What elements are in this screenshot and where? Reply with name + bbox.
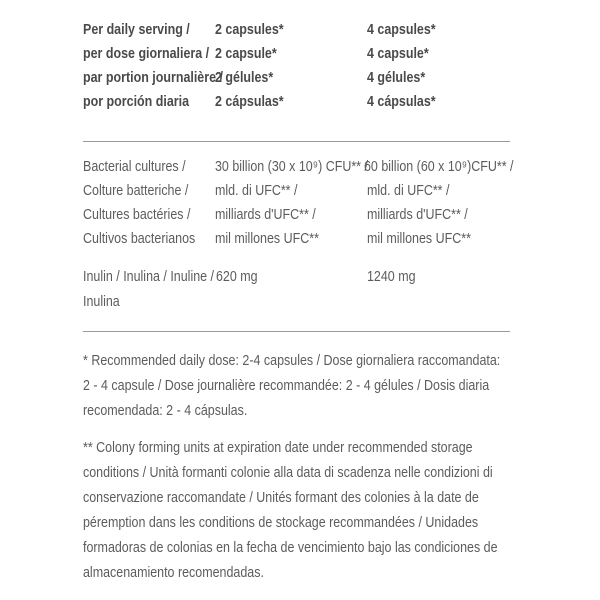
footnote-line: conditions / Unità formanti colonie alla data di scadenza nelle condizioni di (83, 465, 493, 481)
footnote-line: 2 - 4 capsule / Dose journalière recommandée: 2 - 4 gélules / Dosis diaria (83, 378, 490, 394)
serving-dose-4: 4 cápsulas* (367, 94, 436, 110)
serving-dose-2: 2 cápsulas* (215, 94, 284, 110)
inulin-value-620: 620 mg (216, 269, 258, 285)
divider (83, 331, 510, 332)
serving-dose-2: 2 capsules* (215, 22, 284, 38)
footnote-line: péremption dans les conditions de stockage recommandées / Unidades (83, 515, 479, 531)
cultures-label-2: Cultures bactéries / (83, 207, 191, 223)
cultures-value-60: mil millones UFC** (367, 231, 471, 247)
cultures-value-30: mld. di UFC** / (215, 183, 298, 199)
serving-label-2: par portion journalière / (83, 70, 223, 86)
cultures-value-30: mil millones UFC** (215, 231, 319, 247)
footnote-line: recomendada: 2 - 4 cápsulas. (83, 403, 248, 419)
serving-dose-4: 4 capsules* (367, 22, 436, 38)
cultures-label-0: Bacterial cultures / (83, 159, 186, 175)
footnote-line: * Recommended daily dose: 2-4 capsules / Dose giornaliera raccomandata: (83, 353, 501, 369)
serving-dose-2: 2 gélules* (215, 70, 274, 86)
inulin-label-es: Inulina (83, 294, 120, 310)
divider (83, 141, 510, 142)
cultures-value-60: 60 billion (60 x 10⁹)CFU** / (364, 159, 514, 175)
serving-label-0: Per daily serving / (83, 22, 190, 38)
cultures-label-3: Cultivos bacterianos (83, 231, 196, 247)
inulin-value-1240: 1240 mg (367, 269, 416, 285)
cultures-value-30: milliards d'UFC** / (215, 207, 316, 223)
cultures-value-30: 30 billion (30 x 10⁹) CFU** / (215, 159, 368, 175)
inulin-label: Inulin / Inulina / Inuline / (83, 269, 215, 285)
footnote-line: ** Colony forming units at expiration date under recommended storage (83, 440, 473, 456)
cultures-label-1: Colture batteriche / (83, 183, 189, 199)
serving-dose-4: 4 capsule* (367, 46, 429, 62)
serving-dose-2: 2 capsule* (215, 46, 277, 62)
footnote-line: almacenamiento recomendadas. (83, 565, 264, 581)
footnote-line: formadoras de colonias en la fecha de vencimiento bajo las condiciones de (83, 540, 498, 556)
serving-label-3: por porción diaria (83, 94, 190, 110)
cultures-value-60: milliards d'UFC** / (367, 207, 468, 223)
serving-label-1: per dose giornaliera / (83, 46, 210, 62)
cultures-value-60: mld. di UFC** / (367, 183, 450, 199)
serving-dose-4: 4 gélules* (367, 70, 426, 86)
footnote-line: conservazione raccomandate / Unités formant des colonies à la date de (83, 490, 479, 506)
